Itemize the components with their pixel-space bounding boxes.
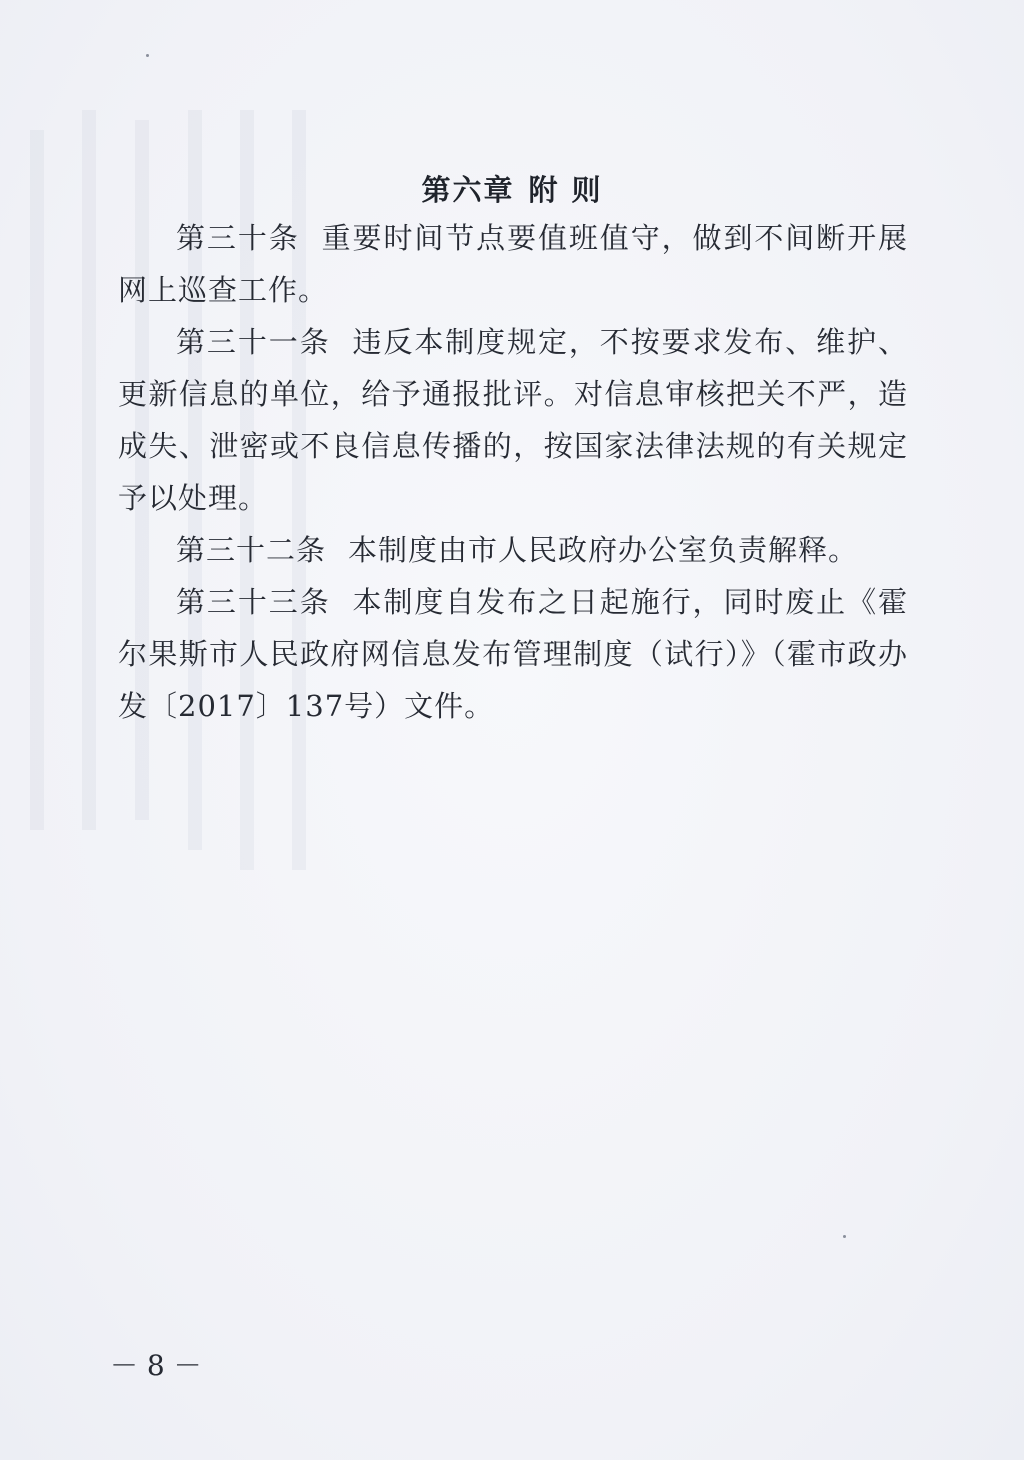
bleed-through-column	[30, 130, 44, 830]
article-paragraph	[118, 524, 908, 576]
article-number: 第三十三条	[176, 585, 331, 619]
article-text: 本制度自发布之日起施行，同时废止《霍尔果斯市人民政府网信息发布管理制度（试行）》（霍市政办发〔2017〕137号）文件。	[118, 585, 908, 723]
article-text: 违反本制度规定，不按要求发布、维护、更新信息的单位，给予通报批评。对信息审核把关不严，造成失、泄密或不良信息传播的，按国家法律法规的有关规定予以处理。	[118, 325, 908, 515]
article-text: 重要时间节点要值班值守，做到不间断开展网上巡查工作。	[118, 221, 908, 307]
scan-speck	[843, 1235, 846, 1238]
article-paragraph	[118, 316, 908, 524]
bleed-through-column	[82, 110, 96, 830]
article-paragraph	[118, 576, 908, 732]
article-text: 本制度由市人民政府办公室负责解释。	[348, 533, 859, 567]
article-number: 第三十二条	[176, 533, 327, 567]
article-number: 第三十条	[176, 221, 300, 255]
chapter-heading	[0, 168, 1024, 209]
scan-speck	[146, 54, 149, 57]
article-number: 第三十一条	[176, 325, 331, 359]
page-number: － 8 －	[110, 1349, 202, 1382]
chapter-number: 第六章	[421, 173, 515, 207]
document-body	[118, 212, 908, 732]
article-paragraph	[118, 212, 908, 316]
chapter-title: 附 则	[528, 173, 603, 207]
